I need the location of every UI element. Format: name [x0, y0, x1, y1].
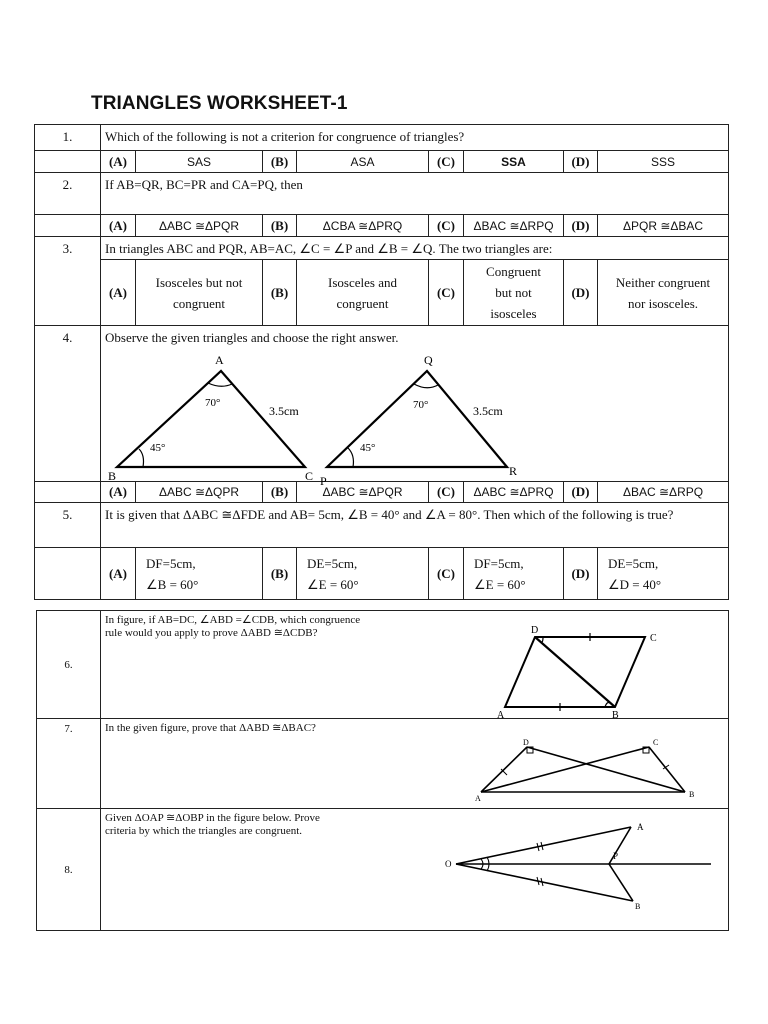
q3-option-a-line2: congruent: [173, 295, 225, 311]
triangle-pqr: [320, 353, 517, 488]
q8-label-o: O: [445, 859, 452, 869]
q2-option-b-label: (B): [263, 215, 297, 237]
q7-row: [37, 719, 729, 809]
tri1-side-length: 3.5cm: [269, 404, 299, 418]
q5-option-a-line1: DF=5cm,: [146, 555, 196, 571]
q5-option-c-line2: ∠E = 60°: [474, 576, 526, 592]
q7-label-d: D: [523, 738, 529, 747]
q7-number: 7.: [37, 719, 101, 809]
q5-option-a: [136, 548, 263, 600]
q3-option-c-label: (C): [429, 260, 464, 326]
q8-text-line1: Given ΔOAP ≅ΔOBP in the figure below. Prove: [105, 812, 320, 824]
q8-label-b: B: [635, 902, 641, 911]
q6-label-a: A: [497, 710, 505, 721]
tri1-label-b: B: [108, 469, 117, 483]
q1-option-b: ASA: [297, 151, 429, 173]
q3-option-b-line1: Isosceles and: [328, 274, 397, 290]
q6-text-line1: In figure, if AB=DC, ∠ABD =∠CDB, which congruence: [105, 614, 361, 626]
q3-option-a-line1: Isosceles but not: [155, 274, 243, 290]
q8-label-p: P: [613, 851, 619, 861]
q4-option-b: ΔABC ≅ΔPQR: [297, 482, 429, 503]
q5-options-row: [35, 548, 729, 600]
q5-option-d-label: (D): [564, 548, 598, 600]
q1-options-row: [35, 151, 729, 173]
q2-spacer: [35, 215, 101, 237]
q7-question-cell: [101, 719, 729, 809]
q1-option-a: SAS: [136, 151, 263, 173]
questions-table-2: [36, 610, 729, 931]
tri1-angle-top: 70°: [205, 397, 221, 409]
q5-option-c-label: (C): [429, 548, 464, 600]
q3-option-b-line2: congruent: [336, 295, 389, 311]
tri2-angle-left: 45°: [360, 442, 376, 454]
q5-question-row: [35, 503, 729, 548]
q6-label-b: B: [612, 710, 619, 721]
q2-question-row: [35, 173, 729, 215]
q2-option-a-label: (A): [101, 215, 136, 237]
q7-label-c: C: [653, 738, 659, 747]
q6-question-cell: [101, 611, 729, 719]
q5-option-c: [464, 548, 564, 600]
q5-number: 5.: [35, 503, 101, 548]
q3-option-c: [464, 260, 564, 326]
q7-text: In the given figure, prove that ΔABD ≅ΔBAC?: [105, 722, 316, 734]
q7-label-b: B: [689, 790, 695, 799]
q3-text: In triangles ABC and PQR, AB=AC, ∠C = ∠P and ∠B = ∠Q. The two triangles are:: [101, 237, 729, 260]
q4-number: 4.: [35, 326, 101, 482]
tri2-angle-top: 70°: [413, 399, 429, 411]
q1-option-c: SSA: [464, 151, 564, 173]
q3-option-d-line2: nor isosceles.: [628, 295, 699, 311]
tri1-label-c: C: [305, 469, 314, 483]
tri1-label-a: A: [215, 353, 224, 367]
q1-question-row: [35, 125, 729, 151]
q3-number: 3.: [35, 237, 101, 326]
q8-text-line2: criteria by which the triangles are congruent.: [105, 825, 303, 837]
q4-text: Observe the given triangles and choose the right answer.: [105, 330, 399, 345]
q5-option-d-line1: DE=5cm,: [608, 555, 659, 571]
q3-option-a-label: (A): [101, 260, 136, 326]
questions-table-1: [34, 124, 729, 600]
q5-option-a-label: (A): [101, 548, 136, 600]
q6-text-line2: rule would you apply to prove ΔABD ≅ΔCDB?: [105, 627, 318, 639]
q3-option-d: [598, 260, 729, 326]
q2-option-d: ΔPQR ≅ΔBAC: [598, 215, 729, 237]
q4-options-row: [35, 482, 729, 503]
q8-row: [37, 809, 729, 931]
q1-text: Which of the following is not a criterion for congruence of triangles?: [101, 125, 729, 151]
q5-option-b-line1: DE=5cm,: [307, 555, 358, 571]
q2-option-d-label: (D): [564, 215, 598, 237]
q1-option-a-label: (A): [101, 151, 136, 173]
q4-spacer: [35, 482, 101, 503]
tri2-side-length: 3.5cm: [473, 404, 503, 418]
q5-spacer: [35, 548, 101, 600]
q5-option-d: [598, 548, 729, 600]
q6-parallelogram-figure: [495, 623, 675, 721]
q3-option-c-line1: Congruent: [486, 264, 541, 279]
q7-crossed-triangles-figure: [475, 737, 705, 802]
q4-question-row: [35, 326, 729, 482]
worksheet-title: TRIANGLES WORKSHEET-1: [91, 93, 348, 114]
q5-option-b: [297, 548, 429, 600]
q4-option-a-label: (A): [101, 482, 136, 503]
q8-number: 8.: [37, 809, 101, 931]
q5-option-b-line2: ∠E = 60°: [307, 576, 359, 592]
q1-option-d-label: (D): [564, 151, 598, 173]
q3-option-c-line3: isosceles: [490, 306, 537, 321]
q2-number: 2.: [35, 173, 101, 215]
q3-options-row: [35, 260, 729, 326]
q4-option-c: ΔABC ≅ΔPRQ: [464, 482, 564, 503]
q4-option-a: ΔABC ≅ΔQPR: [136, 482, 263, 503]
q5-option-d-line2: ∠D = 40°: [608, 576, 662, 592]
q2-option-a: ΔABC ≅ΔPQR: [136, 215, 263, 237]
q8-figure: [441, 821, 716, 921]
triangle-abc: [108, 353, 313, 483]
q3-question-row: [35, 237, 729, 260]
q5-option-c-line1: DF=5cm,: [474, 555, 524, 571]
q4-option-d: ΔBAC ≅ΔRPQ: [598, 482, 729, 503]
q4-option-b-label: (B): [263, 482, 297, 503]
q8-question-cell: [101, 809, 729, 931]
q6-row: [37, 611, 729, 719]
q6-number: 6.: [37, 611, 101, 719]
q3-option-b: [297, 260, 429, 326]
q1-option-c-label: (C): [429, 151, 464, 173]
q3-option-b-label: (B): [263, 260, 297, 326]
q2-options-row: [35, 215, 729, 237]
q4-question-cell: [101, 326, 729, 488]
q2-text: If AB=QR, BC=PR and CA=PQ, then: [101, 173, 729, 215]
q5-option-b-label: (B): [263, 548, 297, 600]
q5-text: It is given that ΔABC ≅ΔFDE and AB= 5cm, ∠B = 40° and ∠A = 80°. Then which of the following is true?: [101, 503, 729, 548]
q6-label-c: C: [650, 633, 657, 644]
q2-option-c: ΔBAC ≅ΔRPQ: [464, 215, 564, 237]
q6-label-d: D: [531, 625, 539, 636]
q2-option-b: ΔCBA ≅ΔPRQ: [297, 215, 429, 237]
tri2-label-p: P: [320, 474, 327, 488]
q3-option-a: [136, 260, 263, 326]
q4-option-c-label: (C): [429, 482, 464, 503]
tri1-angle-left: 45°: [150, 442, 166, 454]
q4-option-d-label: (D): [564, 482, 598, 503]
q3-option-d-label: (D): [564, 260, 598, 326]
q4-triangles-figure: [105, 347, 705, 488]
q3-option-d-line1: Neither congruent: [615, 274, 711, 290]
tri2-label-q: Q: [424, 353, 433, 367]
q2-option-c-label: (C): [429, 215, 464, 237]
q7-label-a: A: [475, 794, 481, 803]
q1-option-b-label: (B): [263, 151, 297, 173]
tri2-label-r: R: [509, 464, 518, 478]
q8-label-a: A: [637, 822, 644, 832]
q3-option-c-line2: but not: [495, 285, 532, 300]
q1-option-d: SSS: [598, 151, 729, 173]
q1-spacer: [35, 151, 101, 173]
q1-number: 1.: [35, 125, 101, 151]
q5-option-a-line2: ∠B = 60°: [146, 576, 199, 592]
